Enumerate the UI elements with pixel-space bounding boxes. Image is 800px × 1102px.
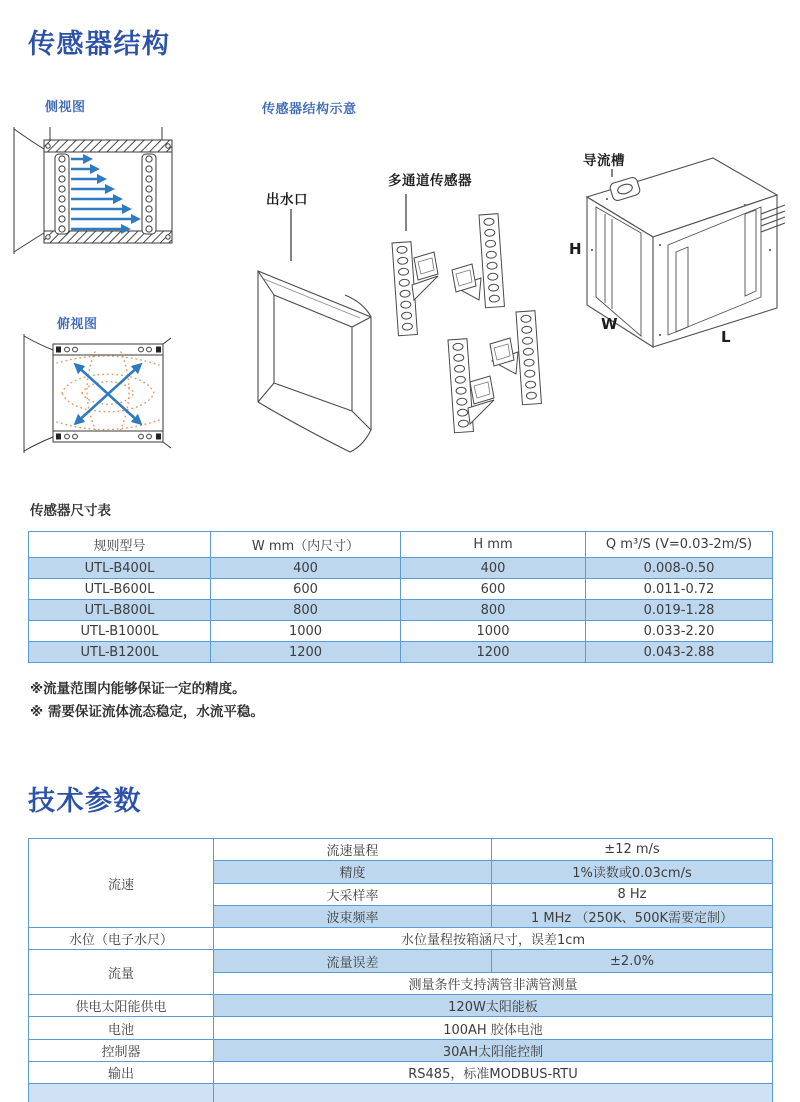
spec-name: 流量误差: [214, 950, 492, 972]
cell: 600: [401, 579, 586, 600]
top-view-diagram: [24, 334, 171, 453]
cell: UTL-B400L: [29, 558, 211, 579]
column-header: H mm: [401, 532, 586, 558]
cell: 600: [211, 579, 401, 600]
cell: 1200: [211, 642, 401, 663]
outlet-label: 出水口: [266, 192, 308, 208]
table-row: [29, 558, 773, 579]
sensor-strip: [516, 311, 541, 405]
spec-category: 水位（电子水尺）: [29, 928, 214, 950]
cell: 1000: [211, 621, 401, 642]
column-header: W mm（内尺寸）: [211, 532, 401, 558]
spec-value: ±12 m/s: [492, 839, 773, 861]
cell: 800: [401, 600, 586, 621]
spec-value: RS485，标准MODBUS-RTU: [214, 1061, 773, 1083]
spec-value: 120W太阳能板: [214, 995, 773, 1017]
spec-value: 1 MHz （250K、500K需要定制）: [492, 905, 773, 927]
multichannel-sensor-label: 多通道传感器: [388, 173, 472, 189]
note-flow-stability: ※ 需要保证流体流态稳定，水流平稳。: [30, 704, 264, 720]
cell: 800: [211, 600, 401, 621]
diversion-channel-label: 导流槽: [583, 153, 625, 169]
schematic-label: 传感器结构示意: [262, 102, 357, 117]
cell: 0.019-1.28: [586, 600, 773, 621]
dimension-h-label: H: [569, 240, 582, 258]
spec-table: [28, 838, 773, 1102]
spec-category: 流量: [29, 950, 214, 995]
table-row: [29, 928, 773, 950]
spec-category: 电池: [29, 1017, 214, 1039]
cell: UTL-B1200L: [29, 642, 211, 663]
strip-bracket: [414, 252, 438, 280]
table-row: [29, 995, 773, 1017]
cell: 400: [401, 558, 586, 579]
column-header: Q m³/S (V=0.03-2m/S): [586, 532, 773, 558]
section-title-tech-params: 技术参数: [28, 786, 142, 817]
cell: 0.043-2.88: [586, 642, 773, 663]
table-row: [29, 600, 773, 621]
section-title-sensor-structure: 传感器结构: [28, 29, 171, 60]
cell: UTL-B800L: [29, 600, 211, 621]
side-view-diagram: [14, 127, 172, 254]
spec-category: 流速: [29, 839, 214, 928]
spec-name: 波束频率: [214, 905, 492, 927]
cell: 0.033-2.20: [586, 621, 773, 642]
spec-value: 水位量程按箱涵尺寸，误差1cm: [214, 928, 773, 950]
spec-value: 100AH 胶体电池: [214, 1017, 773, 1039]
spec-name: 大采样率: [214, 883, 492, 905]
dimension-l-label: L: [721, 328, 731, 346]
table-row: [29, 950, 773, 972]
column-header: 规则型号: [29, 532, 211, 558]
sensor-size-table: [28, 531, 773, 663]
table-row: [29, 1039, 773, 1061]
cell: 0.008-0.50: [586, 558, 773, 579]
table-row: [29, 621, 773, 642]
dimension-w-label: W: [601, 315, 618, 333]
cell: 1200: [401, 642, 586, 663]
size-table-title: 传感器尺寸表: [30, 503, 111, 519]
spec-value: 测量条件支持满管非满管测量: [214, 972, 773, 994]
diagrams-canvas: [0, 0, 800, 500]
table-row: [29, 839, 773, 861]
spec-name: 精度: [214, 861, 492, 883]
spec-category: [29, 1084, 214, 1102]
size-table-header-row: [29, 532, 773, 558]
cell: 400: [211, 558, 401, 579]
spec-category: 输出: [29, 1061, 214, 1083]
spec-value: 1%读数或0.03cm/s: [492, 861, 773, 883]
spec-name: 流速量程: [214, 839, 492, 861]
spec-value: [214, 1084, 773, 1102]
multichannel-sensor-strips: [392, 214, 541, 433]
table-row: [29, 579, 773, 600]
spec-category: 控制器: [29, 1039, 214, 1061]
strip-bracket: [470, 376, 494, 404]
cell: 1000: [401, 621, 586, 642]
cell: 0.011-0.72: [586, 579, 773, 600]
spec-value: ±2.0%: [492, 950, 773, 972]
spec-value: 30AH太阳能控制: [214, 1039, 773, 1061]
spec-category: 供电太阳能供电: [29, 995, 214, 1017]
table-row: [29, 1017, 773, 1039]
outlet-frame: [258, 271, 371, 452]
table-row: [29, 642, 773, 663]
table-row: [29, 1061, 773, 1083]
table-row-partial: [29, 1084, 773, 1102]
spec-value: 8 Hz: [492, 883, 773, 905]
cell: UTL-B600L: [29, 579, 211, 600]
sensor-strip: [479, 214, 504, 308]
strip-gusset: [412, 276, 438, 300]
top-view-label: 俯视图: [57, 317, 98, 332]
cell: UTL-B1000L: [29, 621, 211, 642]
note-accuracy: ※流量范围内能够保证一定的精度。: [30, 681, 246, 697]
side-view-label: 侧视图: [45, 100, 86, 115]
